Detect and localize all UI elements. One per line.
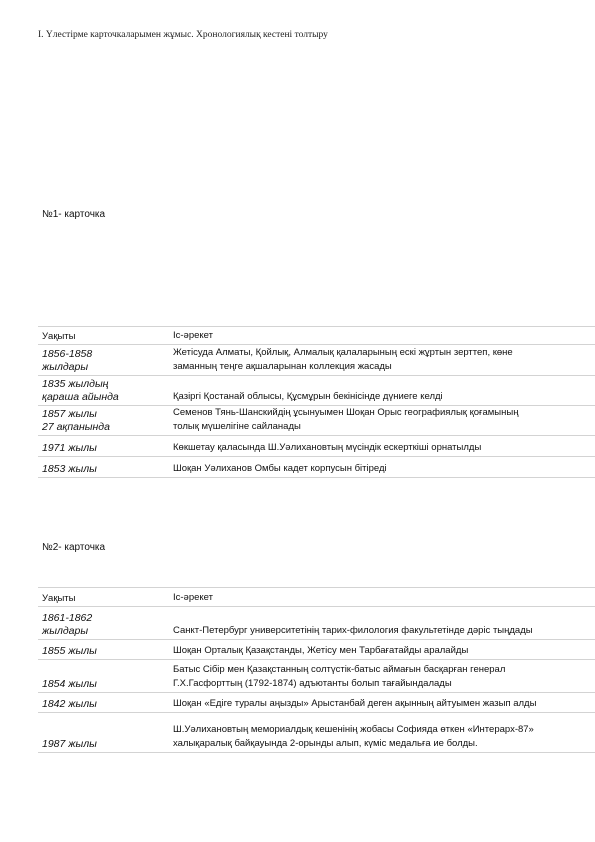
time-line: 27 ақпанында bbox=[42, 421, 110, 433]
event-line: Г.Х.Гасфорттың (1792-1874) адъютанты болып тағайындалады bbox=[173, 678, 452, 689]
event-cell bbox=[171, 406, 595, 435]
column-header-time: Уақыты bbox=[42, 593, 76, 604]
time-line: жылдары bbox=[42, 361, 89, 373]
event-line: Жетісуда Алматы, Қойлық, Алмалық қалаларының ескі жұртын зерттеп, көне bbox=[173, 347, 513, 358]
column-header-event: Іс-әрекет bbox=[173, 330, 213, 341]
event-cell bbox=[171, 345, 595, 375]
table-header-row bbox=[38, 587, 595, 607]
event-cell: Көкшетау қаласында Ш.Уәлихановтың мүсіндік ескерткіші орнатылды bbox=[173, 442, 482, 453]
event-cell bbox=[171, 660, 595, 692]
event-line: заманның теңге ақшаларынан коллекция жасады bbox=[173, 361, 392, 372]
time-line: 1861-1862 bbox=[42, 612, 93, 624]
page-title: I. Үлестірме карточкаларымен жұмыс. Хронологиялық кестені толтыру bbox=[38, 30, 328, 40]
table-row bbox=[38, 607, 595, 640]
time-cell: 1971 жылы bbox=[42, 442, 97, 454]
event-cell bbox=[171, 713, 595, 752]
table-row bbox=[38, 693, 595, 713]
card-1-title: №1- карточка bbox=[42, 209, 106, 220]
time-cell: 1987 жылы bbox=[42, 738, 97, 750]
time-line: қараша айында bbox=[42, 391, 119, 403]
event-line: Санкт-Петербург университетінің тарих-филология факультетінде дәріс тыңдады bbox=[173, 625, 533, 636]
event-line: Батыс Сібір мен Қазақстанның солтүстік-батыс аймағын басқарған генерал bbox=[173, 664, 506, 675]
table-row bbox=[38, 660, 595, 693]
time-cell bbox=[38, 607, 171, 639]
event-line: Қазіргі Қостанай облысы, Құсмұрын бекінісінде дүниеге келді bbox=[173, 391, 443, 402]
event-line: халықаралық байқауында 2-орынды алып, күміс медальға ие болды. bbox=[173, 738, 478, 749]
event-cell bbox=[171, 376, 595, 405]
time-line: 1835 жылдың bbox=[42, 378, 109, 390]
event-line: Ш.Уәлихановтың мемориалдық кешенінің жобасы Софияда өткен «Интерарх-87» bbox=[173, 724, 534, 735]
event-line: толық мүшелігіне сайланады bbox=[173, 421, 301, 432]
time-cell bbox=[38, 376, 171, 405]
table-row bbox=[38, 457, 595, 478]
event-cell bbox=[171, 607, 595, 639]
event-cell: Шоқан «Едіге туралы аңызды» Арыстанбай деген ақынның айтуымен жазып алды bbox=[173, 698, 537, 709]
event-line: Семенов Тянь-Шанскийдің ұсынуымен Шоқан Орыс географиялық қоғамының bbox=[173, 407, 519, 418]
time-cell: 1855 жылы bbox=[42, 645, 97, 657]
table-row bbox=[38, 713, 595, 753]
table-row bbox=[38, 436, 595, 457]
event-cell: Шоқан Орталық Қазақстанды, Жетісу мен Тарбағатайды аралайды bbox=[173, 645, 469, 656]
time-cell bbox=[38, 406, 171, 435]
time-cell: 1853 жылы bbox=[42, 463, 97, 475]
event-cell: Шоқан Уәлиханов Омбы кадет корпусын бітіреді bbox=[173, 463, 387, 474]
table-header-row bbox=[38, 326, 595, 345]
table-row bbox=[38, 376, 595, 406]
time-cell: 1842 жылы bbox=[42, 698, 97, 710]
table-row bbox=[38, 345, 595, 376]
table-row bbox=[38, 640, 595, 660]
card-2-title: №2- карточка bbox=[42, 542, 106, 553]
time-cell bbox=[38, 345, 171, 375]
time-line: 1857 жылы bbox=[42, 408, 97, 420]
table-row bbox=[38, 406, 595, 436]
card-1-table bbox=[38, 326, 595, 478]
time-cell: 1854 жылы bbox=[42, 678, 97, 690]
column-header-event: Іс-әрекет bbox=[173, 592, 213, 603]
time-line: жылдары bbox=[42, 625, 89, 637]
card-2-table bbox=[38, 587, 595, 753]
time-line: 1856-1858 bbox=[42, 348, 93, 360]
column-header-time: Уақыты bbox=[42, 331, 76, 342]
